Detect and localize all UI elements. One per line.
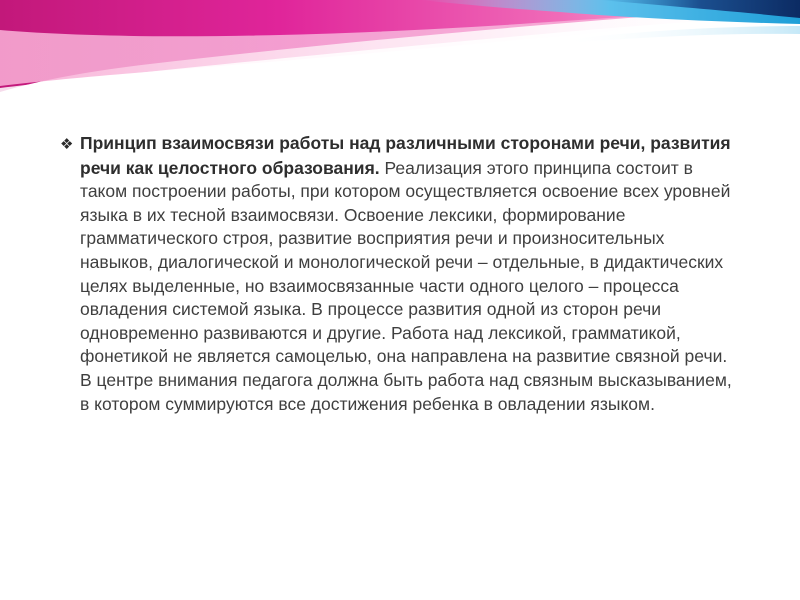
decorative-header-banner bbox=[0, 0, 800, 110]
principle-description: Реализация этого принципа состоит в таком построении работы, при котором осуществляется освоение всех уровней языка в их тесной взаимосвязи. Освоение лексики, формирование грамматического строя, развитие восприятия речи и произносительных навыков, диалогической и монологической речи – отдельные, в дидактических целях выделенные, но взаимосвязанные части одного целого – процесса овладения системой языка. В процессе развития одной из сторон речи одновременно развиваются и другие. Работа над лексикой, грамматикой, фонетикой не является самоцелью, она направлена на развитие связной речи. В центре внимания педагога должна быть работа над связным высказыванием, в котором суммируются все достижения ребенка в овладении языком. bbox=[80, 157, 732, 414]
bullet-paragraph bbox=[60, 132, 732, 416]
principle-title: Принцип взаимосвязи работы над различными сторонами речи, развития речи как целостного образования. bbox=[80, 133, 731, 178]
slide-content bbox=[60, 132, 732, 416]
diamond-bullet-icon: ❖ bbox=[60, 135, 74, 153]
